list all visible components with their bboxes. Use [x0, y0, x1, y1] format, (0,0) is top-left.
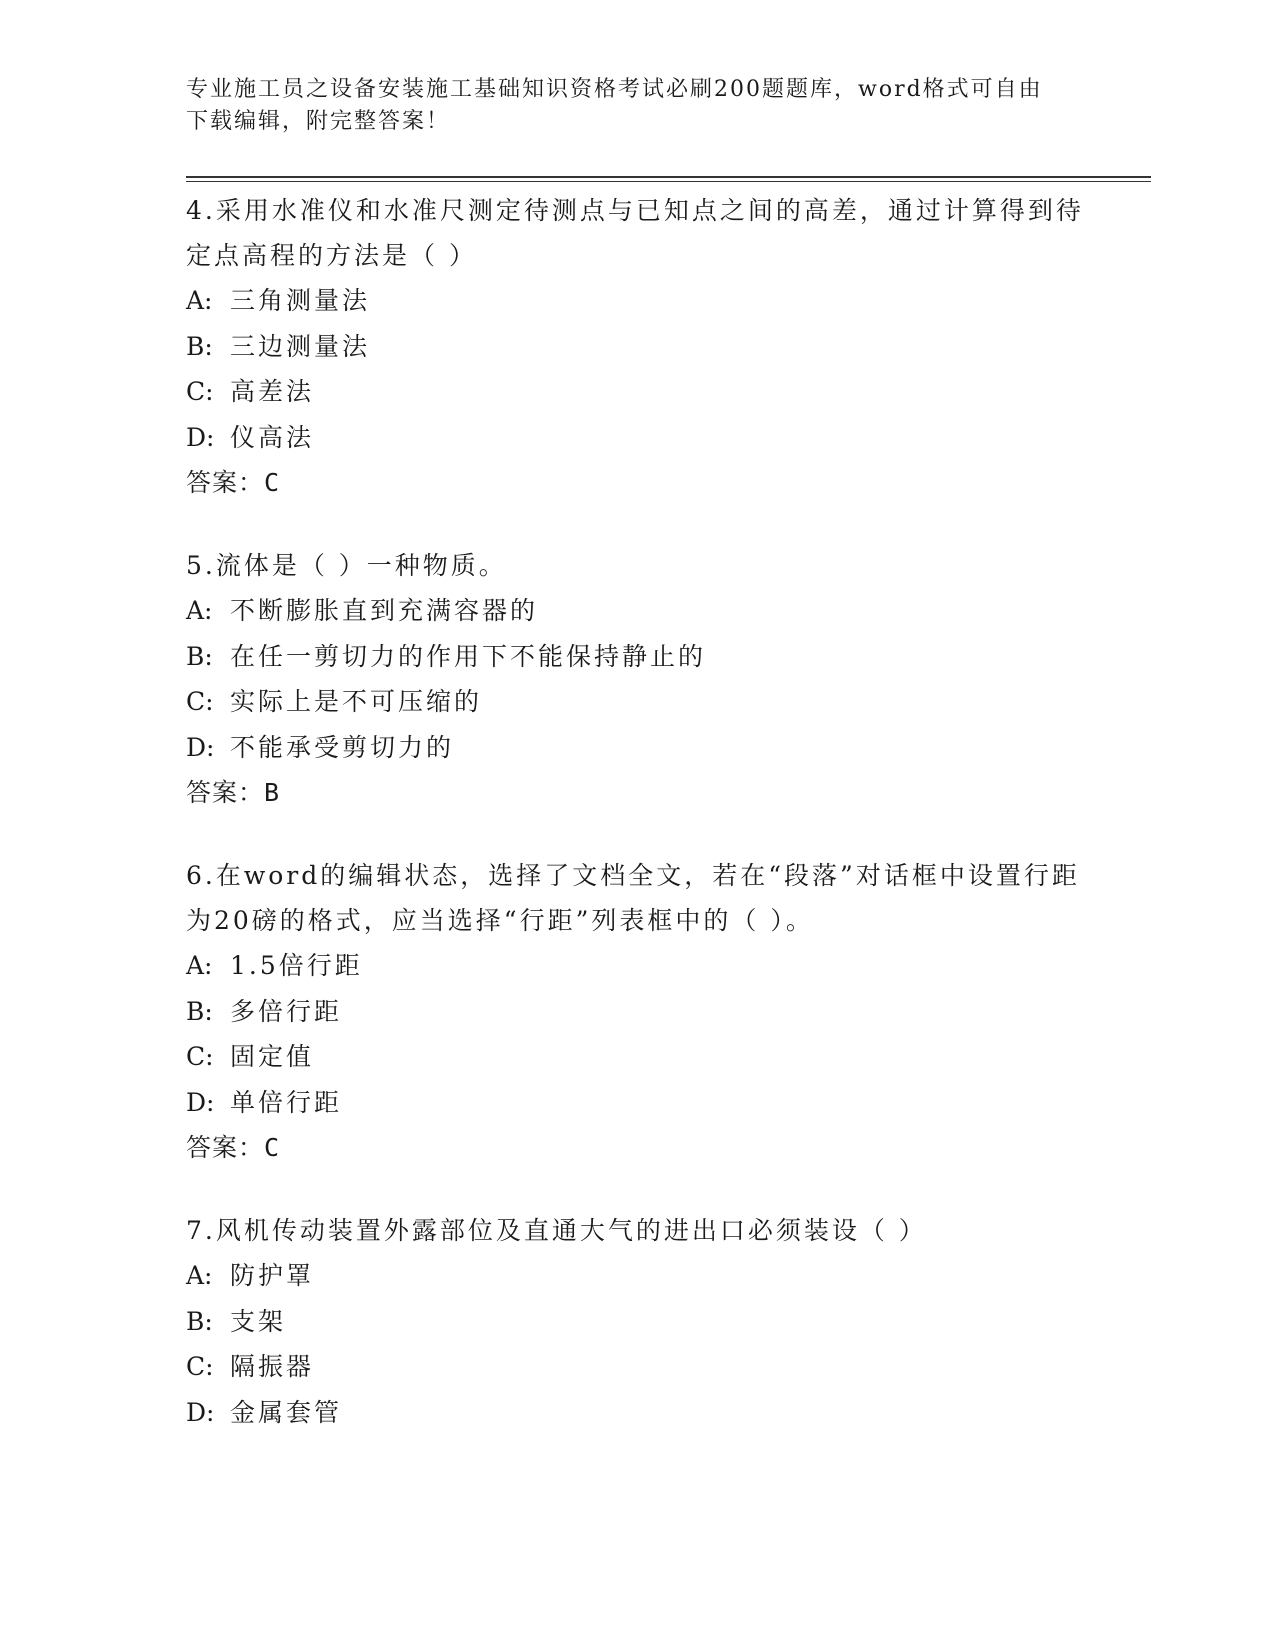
option-text: 1.5倍行距: [230, 951, 363, 980]
answer-label: 答案：: [186, 468, 265, 497]
option-a: [186, 278, 1086, 324]
option-letter: D:: [186, 732, 215, 762]
option-text: 实际上是不可压缩的: [230, 687, 483, 716]
answer-line: [186, 1125, 1086, 1170]
option-c: [186, 1034, 1086, 1080]
option-b: [186, 989, 1086, 1035]
option-letter: A:: [186, 1261, 213, 1290]
option-letter: D:: [186, 1397, 215, 1427]
answer-value: B: [264, 778, 281, 807]
option-text: 不能承受剪切力的: [230, 732, 455, 762]
question-list: [186, 188, 1086, 1473]
option-letter: D:: [186, 422, 215, 452]
option-b: [186, 1299, 1086, 1345]
option-text: 不断膨胀直到充满容器的: [230, 596, 539, 625]
question-5: [186, 543, 1086, 815]
option-a: [186, 1253, 1086, 1299]
question-stem: 4.采用水准仪和水准尺测定待测点与已知点之间的高差，通过计算得到待定点高程的方法是（ ）: [186, 196, 1084, 270]
document-header: 专业施工员之设备安装施工基础知识资格考试必刷200题题库，word格式可自由下载编辑，附完整答案！: [186, 77, 1043, 134]
option-b: [186, 324, 1086, 370]
question-7: [186, 1208, 1086, 1435]
option-d: [186, 1080, 1086, 1126]
answer-line: [186, 460, 1086, 505]
question-4: [186, 188, 1086, 505]
option-letter: C:: [186, 687, 214, 716]
option-a: [186, 943, 1086, 989]
option-text: 三角测量法: [230, 286, 371, 315]
option-text: 隔振器: [230, 1352, 315, 1381]
header-divider: [186, 176, 1151, 178]
option-a: [186, 588, 1086, 634]
option-letter: A:: [186, 951, 213, 980]
header-divider-thin: [186, 181, 1151, 182]
option-text: 固定值: [230, 1042, 315, 1071]
answer-value: C: [264, 1133, 281, 1162]
option-c: [186, 1344, 1086, 1390]
option-letter: C:: [186, 377, 214, 406]
question-stem: 5.流体是（ ）一种物质。: [186, 551, 507, 580]
option-d: [186, 725, 1086, 771]
option-d: [186, 415, 1086, 461]
option-letter: B:: [186, 331, 213, 361]
answer-label: 答案：: [186, 778, 265, 807]
option-letter: A:: [186, 596, 213, 625]
question-stem: 6.在word的编辑状态，选择了文档全文，若在“段落”对话框中设置行距为20磅的格式，应当选择“行距”列表框中的（ ）。: [186, 861, 1080, 935]
option-c: [186, 679, 1086, 725]
option-text: 仪高法: [230, 422, 315, 452]
option-letter: A:: [186, 286, 213, 315]
answer-line: [186, 770, 1086, 815]
answer-value: C: [264, 468, 281, 497]
question-6: [186, 853, 1086, 1170]
option-b: [186, 634, 1086, 680]
option-c: [186, 369, 1086, 415]
option-text: 高差法: [230, 377, 315, 406]
option-letter: B:: [186, 641, 213, 671]
question-stem: 7.风机传动装置外露部位及直通大气的进出口必须装设（ ）: [186, 1216, 927, 1245]
answer-label: 答案：: [186, 1133, 265, 1162]
option-text: 单倍行距: [230, 1087, 343, 1117]
option-d: [186, 1390, 1086, 1436]
option-text: 多倍行距: [230, 996, 343, 1026]
option-letter: B:: [186, 996, 213, 1026]
option-text: 支架: [230, 1306, 287, 1336]
option-letter: B:: [186, 1306, 213, 1336]
option-letter: C:: [186, 1352, 214, 1381]
option-text: 金属套管: [230, 1397, 343, 1427]
option-text: 防护罩: [230, 1261, 315, 1290]
option-letter: C:: [186, 1042, 214, 1071]
option-letter: D:: [186, 1087, 215, 1117]
option-text: 三边测量法: [230, 331, 371, 361]
option-text: 在任一剪切力的作用下不能保持静止的: [230, 641, 707, 671]
